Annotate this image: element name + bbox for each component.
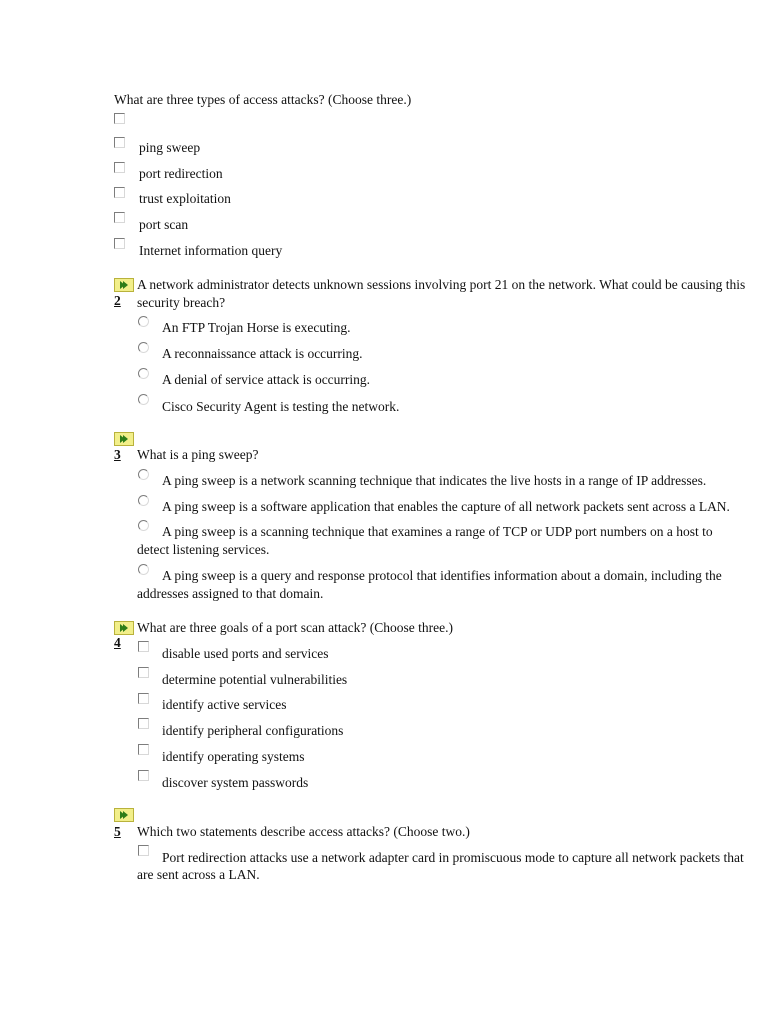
q4-text: What are three goals of a port scan attack? (Choose three.) xyxy=(137,620,453,635)
q4-option-3-label: identify peripheral configurations xyxy=(162,723,344,738)
q5-arrow-icon[interactable] xyxy=(114,808,134,822)
q3-option-1-radio[interactable] xyxy=(138,495,149,506)
q2-option-2-label: A denial of service attack is occurring. xyxy=(162,372,371,387)
q3-option-2-label-line1: A ping sweep is a scanning technique that examines a range of TCP or UDP port numbers on a host to xyxy=(162,524,713,539)
q4-option-1-checkbox[interactable] xyxy=(138,667,149,678)
q2-text-line1: A network administrator detects unknown sessions involving port 21 on the network. What could be causing this xyxy=(137,277,746,292)
q4-option-0-label: disable used ports and services xyxy=(162,646,329,661)
q1-option-5-label: Internet information query xyxy=(139,243,283,258)
q3-option-3-label-line1: A ping sweep is a query and response protocol that identifies information about a domain, including the xyxy=(162,568,722,583)
q3-option-3-radio[interactable] xyxy=(138,564,149,575)
q4-option-4-checkbox[interactable] xyxy=(138,744,149,755)
q3-option-0-radio[interactable] xyxy=(138,469,149,480)
q4-option-2-label: identify active services xyxy=(162,697,287,712)
q5-text: Which two statements describe access attacks? (Choose two.) xyxy=(137,824,470,839)
q4-option-5-checkbox[interactable] xyxy=(138,770,149,781)
q2-option-1-label: A reconnaissance attack is occurring. xyxy=(162,346,363,361)
q2-text-line2: security breach? xyxy=(137,295,226,310)
q3-number[interactable]: 3 xyxy=(114,447,121,462)
q4-option-4-label: identify operating systems xyxy=(162,749,305,764)
q2-arrow-icon[interactable] xyxy=(114,278,134,292)
q3-arrow-icon[interactable] xyxy=(114,432,134,446)
q4-option-0-checkbox[interactable] xyxy=(138,641,149,652)
q1-option-1-checkbox[interactable] xyxy=(114,137,125,148)
q2-option-0-radio[interactable] xyxy=(138,316,149,327)
q1-text: What are three types of access attacks? (Choose three.) xyxy=(114,92,412,107)
q3-option-2-label-line2: detect listening services. xyxy=(137,542,270,557)
q4-option-1-label: determine potential vulnerabilities xyxy=(162,672,348,687)
q5-number[interactable]: 5 xyxy=(114,824,121,839)
q1-option-4-label: port scan xyxy=(139,217,189,232)
q2-option-3-radio[interactable] xyxy=(138,394,149,405)
q5-option-0-label-line2: are sent across a LAN. xyxy=(137,867,260,882)
q2-option-0-label: An FTP Trojan Horse is executing. xyxy=(162,320,351,335)
q5-option-0-checkbox[interactable] xyxy=(138,845,149,856)
q4-option-5-label: discover system passwords xyxy=(162,775,309,790)
q1-option-2-checkbox[interactable] xyxy=(114,162,125,173)
q3-option-0-label: A ping sweep is a network scanning technique that indicates the live hosts in a range of IP addresses. xyxy=(162,473,707,488)
q1-option-5-checkbox[interactable] xyxy=(114,238,125,249)
q2-option-2-radio[interactable] xyxy=(138,368,149,379)
q1-option-4-checkbox[interactable] xyxy=(114,212,125,223)
q4-option-2-checkbox[interactable] xyxy=(138,693,149,704)
q4-number[interactable]: 4 xyxy=(114,635,121,650)
q2-number[interactable]: 2 xyxy=(114,293,121,308)
q4-option-3-checkbox[interactable] xyxy=(138,718,149,729)
q3-option-3-label-line2: addresses assigned to that domain. xyxy=(137,586,324,601)
q1-option-3-checkbox[interactable] xyxy=(114,187,125,198)
q1-option-1-label: ping sweep xyxy=(139,140,201,155)
q2-option-1-radio[interactable] xyxy=(138,342,149,353)
q2-option-3-label: Cisco Security Agent is testing the network. xyxy=(162,399,400,414)
q4-arrow-icon[interactable] xyxy=(114,621,134,635)
q1-option-3-label: trust exploitation xyxy=(139,191,231,206)
q3-option-2-radio[interactable] xyxy=(138,520,149,531)
q1-option-2-label: port redirection xyxy=(139,166,223,181)
q3-text: What is a ping sweep? xyxy=(137,447,259,462)
q1-option-0-checkbox[interactable] xyxy=(114,113,125,124)
q3-option-1-label: A ping sweep is a software application that enables the capture of all network packets sent across a LAN. xyxy=(162,499,730,514)
q5-option-0-label-line1: Port redirection attacks use a network adapter card in promiscuous mode to capture all network packets that xyxy=(162,850,744,865)
